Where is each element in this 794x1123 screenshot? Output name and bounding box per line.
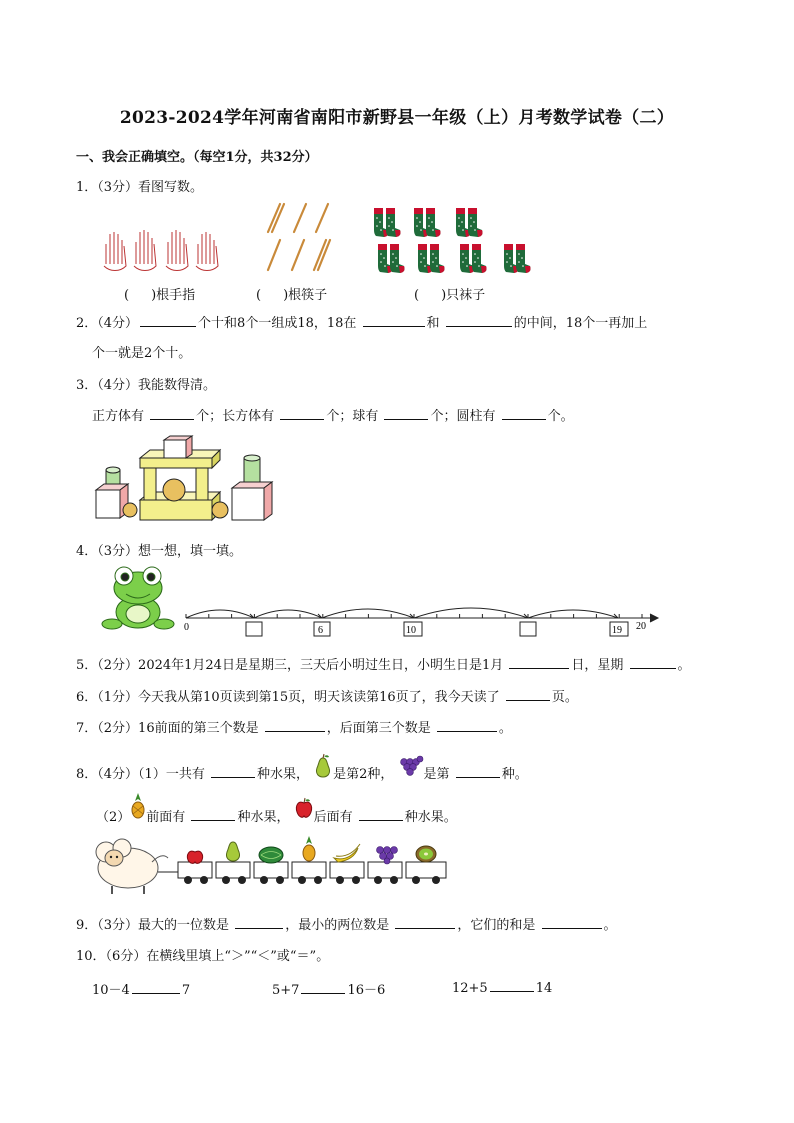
answer-blank[interactable] — [359, 808, 403, 821]
pear-icon — [313, 760, 333, 782]
answer-blank[interactable] — [150, 407, 194, 420]
blocks-illustration — [92, 434, 276, 524]
question-1-stem: 1．（3分）看图写数。 — [76, 180, 204, 195]
socks-illustration — [374, 206, 540, 278]
question-2-line-1: 2．（4分） 个十和8个一组成18，18在 和 的中间，18个一再加上 — [76, 316, 648, 331]
tick-label: 20 — [636, 621, 646, 632]
answer-blank[interactable] — [280, 407, 324, 420]
question-2-line-2: 个一就是2个十。 — [92, 346, 192, 361]
frog-illustration — [100, 566, 176, 632]
question-3-stem: 3．（4分）我能数得清。 — [76, 378, 217, 393]
fruit-train-illustration — [92, 828, 452, 898]
answer-blank[interactable] — [211, 765, 255, 778]
tick-label: 19 — [612, 625, 622, 636]
question-9: 9．（3分）最大的一位数是 ，最小的两位数是 ，它们的和是 。 — [76, 918, 617, 933]
answer-blank[interactable] — [140, 314, 196, 327]
answer-blank[interactable] — [490, 979, 534, 992]
answer-blank[interactable] — [191, 808, 235, 821]
answer-blank[interactable] — [630, 656, 676, 669]
question-4-stem: 4．（3分）想一想，填一填。 — [76, 544, 243, 559]
answer-blank[interactable] — [395, 916, 455, 929]
grapes-icon — [398, 760, 424, 782]
question-3-line: 正方体有 个；长方体有 个；球有 个；圆柱有 个。 — [92, 409, 574, 424]
question-7: 7．（2分）16前面的第三个数是 ，后面第三个数是 。 — [76, 721, 512, 736]
q1-caption-fingers: ( )根手指 — [124, 288, 196, 303]
question-6: 6．（1分）今天我从第10页读到第15页，明天该读第16页了，我今天读了 页。 — [76, 690, 578, 705]
fingers-illustration — [96, 218, 226, 270]
page-title: 2023-2024学年河南省南阳市新野县一年级（上）月考数学试卷（二） — [119, 108, 675, 128]
tick-label: 0 — [184, 622, 189, 633]
section-heading: 一、我会正确填空。（每空1分，共32分） — [76, 150, 318, 165]
answer-blank[interactable] — [265, 719, 325, 732]
answer-blank[interactable] — [132, 981, 180, 994]
answer-blank[interactable] — [437, 719, 497, 732]
answer-blank[interactable] — [506, 688, 550, 701]
chopsticks-illustration — [262, 202, 334, 274]
tick-label: 6 — [318, 625, 323, 636]
answer-blank[interactable] — [456, 765, 500, 778]
q1-caption-chopsticks: ( )根筷子 — [256, 288, 328, 303]
sheep-icon — [96, 839, 168, 894]
answer-blank[interactable] — [446, 314, 512, 327]
answer-blank[interactable] — [542, 916, 602, 929]
answer-blank[interactable] — [363, 314, 425, 327]
answer-blank[interactable] — [235, 916, 283, 929]
pineapple-icon — [130, 803, 146, 825]
answer-blank[interactable] — [301, 981, 345, 994]
q1-caption-socks: ( )只袜子 — [414, 288, 486, 303]
answer-blank[interactable] — [502, 407, 546, 420]
comparison-3: 12+5 14 — [452, 981, 553, 996]
question-8-part-1: 8．（4分）（1）一共有 种水果， 是第2种， 是第 种。 — [76, 760, 528, 782]
number-line — [180, 594, 670, 640]
question-8-part-2: （2） 前面有 种水果， 后面有 种水果。 — [96, 803, 457, 825]
question-5: 5．（2分）2024年1月24日是星期三，三天后小明过生日，小明生日是1月 日，星期 。 — [76, 658, 691, 673]
comparison-2: 5+7 16－6 — [272, 983, 386, 998]
apple-icon — [294, 803, 314, 825]
comparison-1: 10－4 7 — [92, 983, 191, 998]
answer-blank[interactable] — [384, 407, 428, 420]
question-10-stem: 10．（6分）在横线里填上“＞”“＜”或“＝”。 — [76, 949, 330, 964]
tick-label: 10 — [406, 625, 416, 636]
answer-blank[interactable] — [509, 656, 569, 669]
